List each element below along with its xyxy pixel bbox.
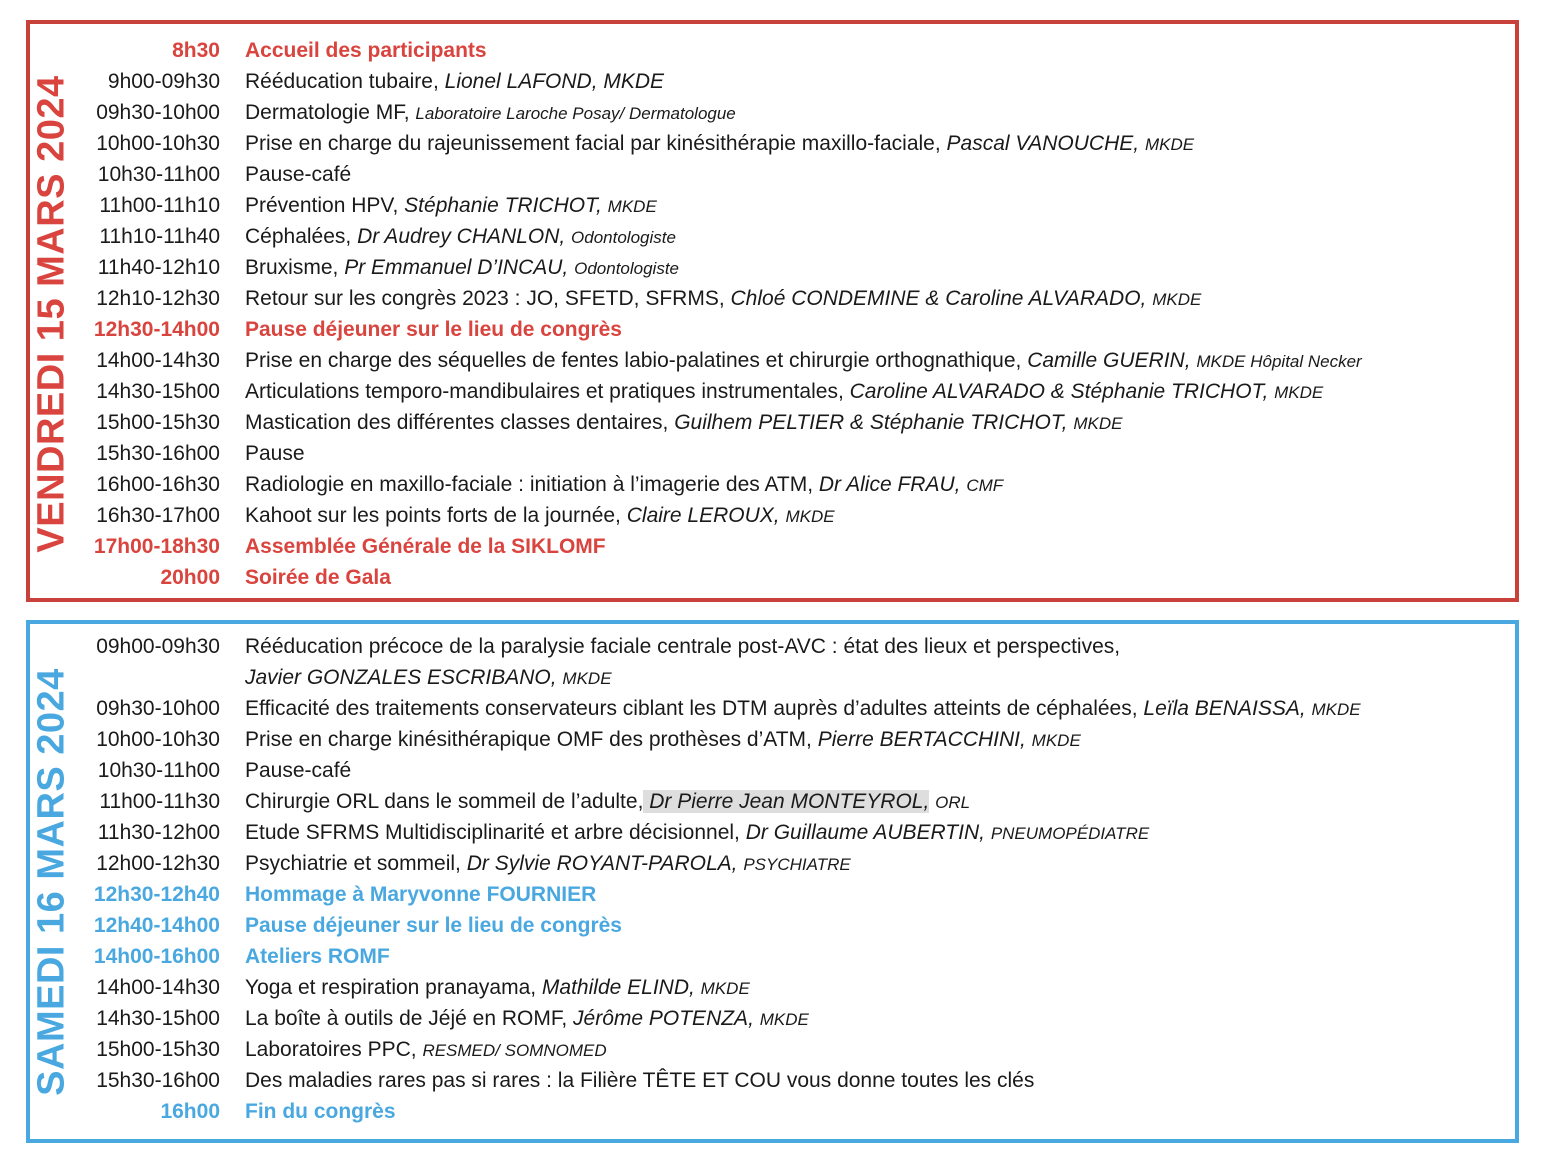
session-speaker: Guilhem PELTIER & Stéphanie TRICHOT, — [674, 411, 1068, 434]
session-title — [245, 532, 606, 562]
session-title — [245, 756, 351, 786]
session-time: 15h30-16h00 — [96, 442, 220, 465]
schedule-row — [30, 284, 1515, 314]
speaker-role: MKDE — [1274, 383, 1324, 402]
speaker-block — [844, 380, 1323, 403]
session-time: 10h30-11h00 — [97, 759, 220, 782]
session-time: 16h30-17h00 — [96, 504, 220, 527]
schedule-row — [30, 756, 1515, 786]
session-title — [245, 942, 390, 972]
speaker-role: MKDE — [1152, 290, 1202, 309]
session-name: Des maladies rares pas si rares : la Filière TÊTE ET COU vous donne toutes les clés — [245, 1069, 1035, 1092]
session-name: Pause — [245, 442, 305, 465]
session-time: 10h00-10h30 — [96, 728, 220, 751]
session-title — [245, 849, 851, 880]
session-title — [245, 191, 657, 222]
session-time: 11h40-12h10 — [97, 256, 220, 279]
session-speaker: Pierre BERTACCHINI, — [817, 728, 1026, 751]
session-speaker: Claire LEROUX, — [626, 504, 780, 527]
session-speaker: Javier GONZALES ESCRIBANO, — [245, 666, 557, 689]
session-title — [245, 563, 391, 593]
schedule-row — [30, 532, 1515, 562]
speaker-block — [1138, 697, 1361, 720]
speaker-block — [567, 1007, 809, 1030]
day-2-schedule-box — [26, 620, 1519, 1143]
schedule-row — [30, 1097, 1515, 1127]
speaker-role: CMF — [966, 476, 1004, 495]
speaker-block — [1021, 349, 1361, 372]
session-name: Assemblée Générale de la SIKLOMF — [245, 535, 606, 558]
session-title — [245, 315, 622, 345]
session-title — [245, 470, 1003, 501]
session-time: 10h00-10h30 — [96, 132, 220, 155]
session-name: Dermatologie MF, — [245, 101, 410, 124]
session-name: Prévention HPV, — [245, 194, 399, 217]
session-name: Ateliers ROMF — [245, 945, 390, 968]
session-title — [245, 501, 835, 532]
speaker-block — [351, 225, 676, 248]
speaker-role: MKDE — [562, 669, 612, 688]
schedule-row — [30, 253, 1515, 283]
day-2-label: SAMEDI 16 MARS 2024 — [30, 668, 73, 1096]
schedule-row — [30, 880, 1515, 910]
speaker-block — [338, 256, 679, 279]
speaker-block — [439, 70, 664, 93]
session-time: 12h10-12h30 — [96, 287, 220, 310]
session-title — [245, 129, 1194, 160]
session-title — [245, 98, 736, 129]
session-speaker: Camille GUERIN, — [1027, 349, 1191, 372]
session-name: Etude SFRMS Multidisciplinarité et arbre décisionnel, — [245, 821, 740, 844]
session-time: 12h40-14h00 — [93, 914, 220, 937]
session-name: Retour sur les congrès 2023 : JO, SFETD, SFRMS, — [245, 287, 725, 310]
speaker-block — [410, 101, 736, 124]
session-name: Kahoot sur les points forts de la journée, — [245, 504, 621, 527]
session-title — [245, 973, 750, 1004]
session-title — [245, 1066, 1034, 1096]
session-title — [245, 284, 1201, 315]
session-title — [245, 36, 487, 66]
session-name: Fin du congrès — [245, 1100, 396, 1123]
speaker-role: PSYCHIATRE — [743, 855, 851, 874]
schedule-row — [30, 160, 1515, 190]
session-name: Yoga et respiration pranayama, — [245, 976, 537, 999]
schedule-row — [30, 36, 1515, 66]
session-speaker: Caroline ALVARADO & Stéphanie TRICHOT, — [849, 380, 1269, 403]
speaker-role: PNEUMOPÉDIATRE — [990, 824, 1150, 843]
session-time: 8h30 — [172, 39, 220, 62]
session-speaker: Dr Audrey CHANLON, — [357, 225, 566, 248]
session-name: Pause déjeuner sur le lieu de congrès — [245, 318, 622, 341]
session-title — [245, 377, 1323, 408]
session-title — [245, 222, 676, 253]
session-speaker: Mathilde ELIND, — [541, 976, 695, 999]
schedule-row — [30, 346, 1515, 376]
session-time: 12h30-14h00 — [93, 318, 220, 341]
session-time: 14h30-15h00 — [96, 1007, 220, 1030]
session-title — [245, 663, 612, 694]
schedule-row — [30, 973, 1515, 1003]
session-time: 09h30-10h00 — [96, 697, 220, 720]
session-name: Prise en charge du rajeunissement facial par kinésithérapie maxillo-faciale, — [245, 132, 941, 155]
session-name: Chirurgie ORL dans le sommeil de l’adulte, — [245, 790, 644, 813]
schedule-row — [30, 501, 1515, 531]
schedule-row — [30, 191, 1515, 221]
session-title — [245, 694, 1361, 725]
session-title — [245, 911, 622, 941]
session-time: 16h00 — [160, 1100, 220, 1123]
schedule-row — [30, 663, 1515, 693]
session-name: Hommage à Maryvonne FOURNIER — [245, 883, 597, 906]
session-time: 20h00 — [160, 566, 220, 589]
session-title — [245, 160, 351, 190]
session-title — [245, 67, 664, 97]
session-name: Pause-café — [245, 759, 352, 782]
session-name: Céphalées, — [245, 225, 352, 248]
speaker-role: MKDE — [785, 507, 835, 526]
speaker-block — [740, 821, 1149, 844]
session-name: Pause déjeuner sur le lieu de congrès — [245, 914, 622, 937]
session-name: Prise en charge kinésithérapique OMF des prothèses d’ATM, — [245, 728, 812, 751]
session-time: 15h00-15h30 — [96, 411, 220, 434]
speaker-block — [417, 1038, 607, 1061]
session-speaker: Pr Emmanuel D’INCAU, — [344, 256, 569, 279]
speaker-role: MKDE — [759, 1010, 809, 1029]
schedule-row — [30, 470, 1515, 500]
schedule-row — [30, 129, 1515, 159]
session-time: 11h00-11h30 — [99, 790, 220, 813]
session-time: 11h30-12h00 — [97, 821, 220, 844]
speaker-role: MKDE — [1144, 135, 1195, 154]
session-speaker: Chloé CONDEMINE & Caroline ALVARADO, — [730, 287, 1147, 310]
session-title — [245, 787, 970, 818]
speaker-block — [536, 976, 750, 999]
schedule-row — [30, 725, 1515, 755]
session-time: 17h00-18h30 — [93, 535, 220, 558]
session-name: La boîte à outils de Jéjé en ROMF, — [245, 1007, 568, 1030]
speaker-role: MKDE Hôpital Necker — [1196, 352, 1362, 371]
session-name: Accueil des participants — [245, 39, 487, 62]
day-1-label: VENDREDI 15 MARS 2024 — [30, 75, 73, 553]
schedule-row — [30, 1066, 1515, 1096]
session-name: Laboratoires PPC, — [245, 1038, 417, 1061]
session-speaker: Stéphanie TRICHOT, — [404, 194, 602, 217]
session-time: 09h00-09h30 — [96, 635, 220, 658]
session-title — [245, 1097, 396, 1127]
session-name: Psychiatrie et sommeil, — [245, 852, 461, 875]
session-time: 16h00-16h30 — [96, 473, 220, 496]
speaker-role: ORL — [935, 793, 971, 812]
session-title — [245, 253, 679, 284]
schedule-row — [30, 222, 1515, 252]
speaker-block — [941, 132, 1194, 155]
session-speaker: Leïla BENAISSA, — [1143, 697, 1306, 720]
session-time: 9h00-09h30 — [107, 70, 220, 93]
schedule-row — [30, 439, 1515, 469]
session-time: 12h30-12h40 — [93, 883, 220, 906]
speaker-role: MKDE — [1031, 731, 1081, 750]
schedule-row — [30, 942, 1515, 972]
speaker-block — [461, 852, 851, 875]
session-title — [245, 408, 1122, 439]
session-speaker: Lionel LAFOND, MKDE — [444, 70, 665, 93]
speaker-block — [812, 728, 1081, 751]
schedule-row — [30, 377, 1515, 407]
speaker-block — [398, 194, 656, 217]
session-speaker: Dr Sylvie ROYANT-PAROLA, — [466, 852, 738, 875]
session-title — [245, 346, 1362, 377]
session-name: Radiologie en maxillo-faciale : initiation à l’imagerie des ATM, — [245, 473, 814, 496]
session-title — [245, 880, 596, 910]
session-speaker: Dr Guillaume AUBERTIN, — [745, 821, 985, 844]
schedule-row — [30, 98, 1515, 128]
schedule-row — [30, 632, 1515, 662]
session-time: 14h00-16h00 — [93, 945, 220, 968]
session-time: 11h00-11h10 — [99, 194, 220, 217]
schedule-row — [30, 694, 1515, 724]
session-title — [245, 1035, 607, 1066]
schedule-row — [30, 408, 1515, 438]
session-name: Mastication des différentes classes dentaires, — [245, 411, 669, 434]
speaker-role: MKDE — [1073, 414, 1123, 433]
schedule-row — [30, 849, 1515, 879]
session-time: 11h10-11h40 — [99, 225, 220, 248]
schedule-row — [30, 1035, 1515, 1065]
speaker-block — [668, 411, 1122, 434]
speaker-block — [725, 287, 1202, 310]
schedule-row — [30, 787, 1515, 817]
schedule-row — [30, 1004, 1515, 1034]
session-name: Prise en charge des séquelles de fentes labio-palatines et chirurgie orthognathique, — [245, 349, 1022, 372]
session-title — [245, 1004, 809, 1035]
schedule-row — [30, 911, 1515, 941]
session-title — [245, 632, 1120, 662]
session-speaker: Dr Alice FRAU, — [818, 473, 961, 496]
speaker-role: MKDE — [607, 197, 657, 216]
session-time: 15h00-15h30 — [96, 1038, 220, 1061]
session-time: 14h30-15h00 — [96, 380, 220, 403]
session-name: Articulations temporo-mandibulaires et pratiques instrumentales, — [245, 380, 844, 403]
speaker-role: RESMED/ SOMNOMED — [422, 1041, 607, 1060]
session-title — [245, 818, 1149, 849]
session-time: 14h00-14h30 — [96, 976, 220, 999]
session-time: 10h30-11h00 — [97, 163, 220, 186]
session-name: Soirée de Gala — [245, 566, 391, 589]
session-time: 09h30-10h00 — [96, 101, 220, 124]
day-1-schedule-box — [26, 20, 1519, 602]
session-speaker: Dr Pierre Jean MONTEYROL, — [649, 790, 930, 813]
speaker-block — [643, 790, 929, 813]
session-speaker: Jérôme POTENZA, — [573, 1007, 754, 1030]
schedule-row — [30, 563, 1515, 593]
speaker-block — [621, 504, 835, 527]
speaker-role: Odontologiste — [574, 259, 680, 278]
speaker-role: MKDE — [700, 979, 750, 998]
session-name: Bruxisme, — [245, 256, 339, 279]
session-name: Rééducation précoce de la paralysie faciale centrale post-AVC : état des lieux et perspectives, — [245, 635, 1121, 658]
session-name: Efficacité des traitements conservateurs ciblant les DTM auprès d’adultes atteints de céphalées, — [245, 697, 1138, 720]
schedule-row — [30, 315, 1515, 345]
speaker-role: MKDE — [1311, 700, 1361, 719]
schedule-row — [30, 67, 1515, 97]
session-speaker: Pascal VANOUCHE, — [946, 132, 1140, 155]
session-name: Pause-café — [245, 163, 352, 186]
speaker-role: Odontologiste — [571, 228, 676, 247]
session-time: 14h00-14h30 — [96, 349, 220, 372]
session-title — [245, 439, 305, 469]
session-title — [245, 725, 1081, 756]
speaker-block — [245, 666, 612, 689]
session-name: Rééducation tubaire, — [245, 70, 439, 93]
session-time: 15h30-16h00 — [96, 1069, 220, 1092]
session-time: 12h00-12h30 — [96, 852, 220, 875]
speaker-role: Laboratoire Laroche Posay/ Dermatologue — [415, 104, 736, 123]
speaker-block — [813, 473, 1003, 496]
schedule-row — [30, 818, 1515, 848]
